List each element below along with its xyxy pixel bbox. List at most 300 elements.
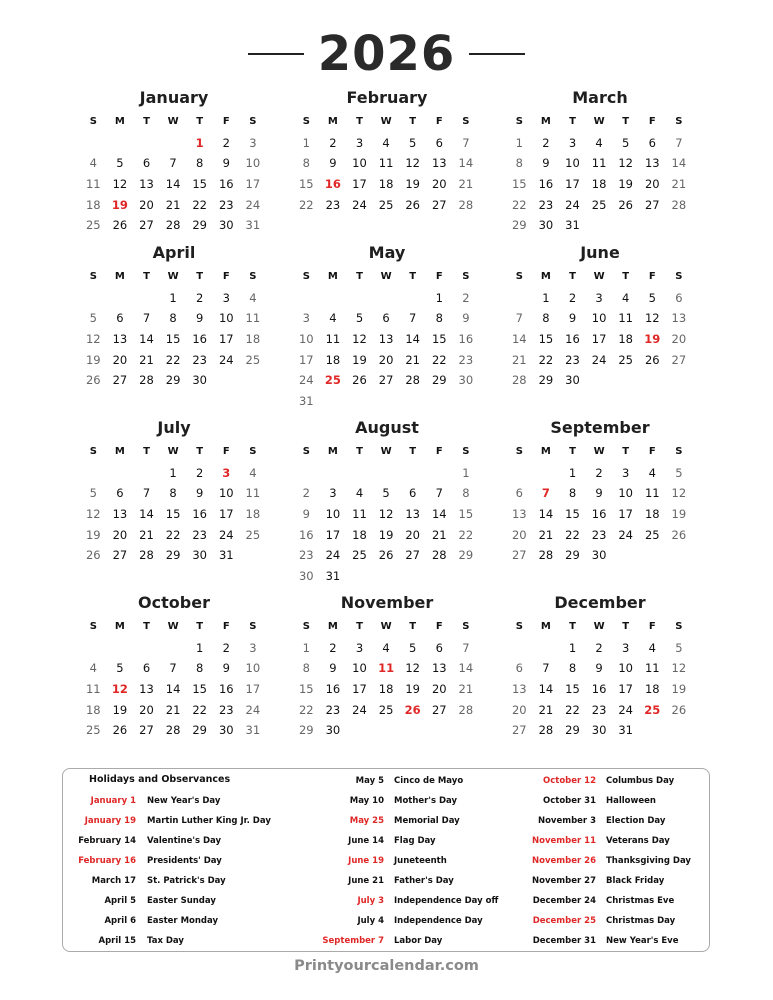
holiday-name: Black Friday xyxy=(606,876,665,886)
empty-cell xyxy=(80,463,107,484)
day-cell: 6 xyxy=(648,135,656,150)
day-cell: 20 xyxy=(644,177,660,192)
day-cell: 5 xyxy=(675,465,683,480)
day-cell: 11 xyxy=(85,177,101,192)
day-cell: 13 xyxy=(112,332,128,347)
day-cell: 9 xyxy=(196,486,204,501)
day-cell: 21 xyxy=(139,352,154,367)
weekday-header: S xyxy=(462,271,470,282)
holiday-date: February 14 xyxy=(78,836,136,846)
empty-cell xyxy=(80,638,107,659)
day-cell: 4 xyxy=(249,465,257,480)
day-cell: 21 xyxy=(405,352,420,367)
day-cell: 4 xyxy=(89,156,97,171)
empty-cell xyxy=(506,638,533,659)
holiday-date: March 17 xyxy=(91,876,136,886)
day-cell: 3 xyxy=(355,640,364,655)
holiday-name: New Year's Eve xyxy=(606,936,679,946)
day-cell: 5 xyxy=(622,135,630,150)
day-cell: 12 xyxy=(405,156,420,171)
empty-cell xyxy=(320,288,347,309)
day-cell: 19 xyxy=(85,527,101,542)
day-cell: 4 xyxy=(355,486,364,501)
weekday-header: F xyxy=(648,116,656,127)
day-cell: 28 xyxy=(458,197,474,212)
day-cell: 9 xyxy=(196,311,204,326)
day-cell: 16 xyxy=(298,527,314,542)
year-title: 2026 xyxy=(317,26,456,82)
weekday-header: M xyxy=(327,621,338,632)
day-cell: 16 xyxy=(458,332,474,347)
empty-cell xyxy=(107,133,134,154)
day-cell: 5 xyxy=(116,661,124,676)
day-cell: 27 xyxy=(139,218,154,233)
day-cell: 28 xyxy=(139,373,154,388)
day-cell: 18 xyxy=(245,507,261,522)
weekday-header: T xyxy=(569,271,576,282)
day-cell: 16 xyxy=(591,507,607,522)
day-cell: 7 xyxy=(435,486,443,501)
holiday-name: Thanksgiving Day xyxy=(606,856,691,866)
day-cell: 4 xyxy=(382,640,390,655)
weekday-header: F xyxy=(648,446,656,457)
weekday-header: T xyxy=(196,271,204,282)
weekday-header: F xyxy=(648,621,656,632)
holidays-panel xyxy=(62,768,710,952)
day-grid xyxy=(80,617,268,741)
weekday-header: S xyxy=(89,446,97,457)
day-cell: 6 xyxy=(409,486,417,501)
day-cell: 11 xyxy=(245,486,261,501)
empty-cell xyxy=(320,463,347,484)
day-cell: 18 xyxy=(352,527,367,542)
day-cell: 3 xyxy=(595,290,603,305)
day-cell: 3 xyxy=(302,311,310,326)
month-august xyxy=(293,416,481,587)
weekday-header: T xyxy=(409,446,417,457)
day-cell: 3 xyxy=(329,486,337,501)
day-cell: 7 xyxy=(542,661,550,676)
day-cell: 16 xyxy=(565,332,580,347)
day-cell: 23 xyxy=(218,702,234,717)
day-cell: 11 xyxy=(591,156,607,171)
weekday-header: T xyxy=(143,116,150,127)
footer-brand: Printyourcalendar.com xyxy=(294,958,479,974)
day-cell: 6 xyxy=(116,486,124,501)
day-cell: 25 xyxy=(245,352,261,367)
day-cell: 25 xyxy=(324,373,341,388)
day-grid xyxy=(506,442,694,566)
holiday-date: May 5 xyxy=(355,776,384,786)
empty-cell xyxy=(107,463,134,484)
day-cell: 7 xyxy=(462,640,470,655)
day-cell: 4 xyxy=(648,465,656,480)
day-cell: 22 xyxy=(511,197,527,212)
day-cell: 1 xyxy=(435,290,443,305)
day-cell: 6 xyxy=(382,311,390,326)
day-cell: 22 xyxy=(431,352,447,367)
day-cell: 13 xyxy=(431,156,447,171)
holiday-date: December 24 xyxy=(532,896,596,906)
day-grid xyxy=(506,267,694,391)
day-cell: 13 xyxy=(139,682,154,697)
weekday-header: T xyxy=(356,446,363,457)
weekday-header: S xyxy=(675,116,683,127)
weekday-header: T xyxy=(356,621,363,632)
weekday-header: T xyxy=(622,116,630,127)
day-cell: 4 xyxy=(89,661,97,676)
weekday-header: S xyxy=(302,271,310,282)
holiday-name: Election Day xyxy=(606,816,666,826)
day-cell: 3 xyxy=(222,465,231,480)
day-cell: 19 xyxy=(405,682,420,697)
month-november xyxy=(293,591,481,741)
day-cell: 18 xyxy=(245,332,261,347)
day-cell: 20 xyxy=(112,352,128,367)
day-cell: 19 xyxy=(85,352,101,367)
day-cell: 19 xyxy=(111,197,128,212)
weekday-header: S xyxy=(462,446,470,457)
day-cell: 21 xyxy=(139,527,154,542)
day-cell: 10 xyxy=(591,311,607,326)
weekday-header: T xyxy=(622,271,630,282)
month-march xyxy=(506,86,694,236)
day-cell: 27 xyxy=(644,197,660,212)
day-cell: 4 xyxy=(249,290,257,305)
day-cell: 24 xyxy=(218,352,234,367)
empty-cell xyxy=(80,288,107,309)
empty-cell xyxy=(293,288,320,309)
holiday-date: July 4 xyxy=(357,916,384,926)
day-cell: 17 xyxy=(218,332,234,347)
weekday-header: M xyxy=(540,446,551,457)
day-cell: 30 xyxy=(591,723,607,738)
day-cell: 17 xyxy=(245,177,261,192)
day-cell: 27 xyxy=(431,197,447,212)
empty-cell xyxy=(346,288,373,309)
holidays-title: Holidays and Observances xyxy=(89,774,231,785)
day-cell: 11 xyxy=(85,682,101,697)
weekday-header: M xyxy=(540,621,551,632)
day-cell: 8 xyxy=(169,486,177,501)
day-cell: 10 xyxy=(618,486,633,501)
holiday-name: St. Patrick's Day xyxy=(147,876,226,886)
holiday-name: Independence Day off xyxy=(394,896,499,906)
day-cell: 2 xyxy=(222,640,230,655)
day-cell: 29 xyxy=(565,548,580,563)
day-cell: 6 xyxy=(142,661,151,676)
day-cell: 18 xyxy=(85,702,101,717)
weekday-header: W xyxy=(593,621,605,632)
empty-cell xyxy=(133,638,160,659)
day-cell: 30 xyxy=(192,548,207,563)
day-cell: 14 xyxy=(405,332,420,347)
day-cell: 20 xyxy=(671,332,687,347)
day-cell: 12 xyxy=(671,661,687,676)
day-cell: 18 xyxy=(644,682,660,697)
day-cell: 10 xyxy=(325,507,341,522)
title-right-rule xyxy=(469,53,525,55)
day-cell: 1 xyxy=(302,640,310,655)
weekday-header: T xyxy=(196,446,204,457)
day-cell: 11 xyxy=(618,311,633,326)
day-cell: 1 xyxy=(302,135,310,150)
holiday-date: November 11 xyxy=(532,836,596,846)
empty-cell xyxy=(506,288,533,309)
day-cell: 5 xyxy=(382,486,390,501)
day-cell: 2 xyxy=(542,135,550,150)
day-cell: 12 xyxy=(671,486,687,501)
day-cell: 6 xyxy=(515,486,523,501)
day-cell: 26 xyxy=(405,197,420,212)
weekday-header: S xyxy=(249,621,257,632)
day-cell: 24 xyxy=(218,527,234,542)
day-cell: 30 xyxy=(325,723,341,738)
empty-cell xyxy=(533,463,560,484)
day-cell: 15 xyxy=(192,177,207,192)
day-cell: 31 xyxy=(245,218,261,233)
holiday-name: Independence Day xyxy=(394,916,483,926)
day-cell: 29 xyxy=(511,218,527,233)
day-cell: 1 xyxy=(196,640,204,655)
day-cell: 28 xyxy=(405,373,420,388)
day-grid xyxy=(506,112,694,236)
day-cell: 9 xyxy=(222,156,230,171)
day-cell: 30 xyxy=(192,373,207,388)
day-cell: 9 xyxy=(568,311,577,326)
month-name: July xyxy=(157,418,191,437)
weekday-header: W xyxy=(380,116,392,127)
day-cell: 19 xyxy=(112,702,128,717)
day-cell: 28 xyxy=(165,723,181,738)
day-cell: 18 xyxy=(618,332,633,347)
weekday-header: W xyxy=(593,116,605,127)
day-cell: 31 xyxy=(565,218,580,233)
day-cell: 8 xyxy=(462,486,470,501)
day-cell: 18 xyxy=(591,177,607,192)
weekday-header: T xyxy=(409,621,417,632)
month-name: August xyxy=(355,418,419,437)
weekday-header: M xyxy=(114,621,125,632)
day-cell: 24 xyxy=(245,197,261,212)
empty-cell xyxy=(399,463,426,484)
day-cell: 12 xyxy=(644,311,660,326)
day-cell: 19 xyxy=(352,352,367,367)
weekday-header: F xyxy=(435,621,443,632)
holiday-name: Cinco de Mayo xyxy=(394,776,464,786)
day-cell: 20 xyxy=(139,197,154,212)
month-may xyxy=(293,241,481,412)
day-cell: 31 xyxy=(325,569,341,584)
day-cell: 31 xyxy=(245,723,261,738)
day-cell: 2 xyxy=(222,135,230,150)
day-cell: 24 xyxy=(352,197,367,212)
day-cell: 13 xyxy=(378,332,394,347)
weekday-header: F xyxy=(435,446,443,457)
day-cell: 16 xyxy=(218,682,234,697)
day-cell: 16 xyxy=(325,682,341,697)
weekday-header: S xyxy=(515,271,523,282)
day-cell: 19 xyxy=(644,332,661,347)
weekday-header: T xyxy=(409,116,417,127)
day-grid xyxy=(80,112,268,236)
holiday-name: Flag Day xyxy=(394,836,436,846)
day-cell: 14 xyxy=(139,332,154,347)
day-cell: 14 xyxy=(511,332,527,347)
day-cell: 17 xyxy=(352,177,367,192)
day-cell: 5 xyxy=(355,311,364,326)
day-cell: 30 xyxy=(538,218,554,233)
weekday-header: M xyxy=(327,116,338,127)
weekday-header: M xyxy=(114,446,125,457)
day-cell: 10 xyxy=(245,661,261,676)
empty-cell xyxy=(533,638,560,659)
day-cell: 1 xyxy=(195,135,204,150)
day-cell: 24 xyxy=(591,352,607,367)
day-cell: 25 xyxy=(352,548,367,563)
day-cell: 12 xyxy=(111,682,128,697)
holiday-name: Martin Luther King Jr. Day xyxy=(147,816,271,826)
day-cell: 8 xyxy=(568,486,577,501)
day-cell: 10 xyxy=(352,156,367,171)
day-cell: 7 xyxy=(462,135,470,150)
holiday-date: November 26 xyxy=(532,856,596,866)
day-cell: 12 xyxy=(85,507,101,522)
day-cell: 15 xyxy=(565,682,580,697)
day-cell: 7 xyxy=(515,311,523,326)
day-cell: 14 xyxy=(139,507,154,522)
day-cell: 27 xyxy=(431,702,447,717)
weekday-header: F xyxy=(222,271,230,282)
weekday-header: S xyxy=(675,446,683,457)
weekday-header: T xyxy=(569,116,576,127)
holiday-date: January 19 xyxy=(84,816,136,826)
weekday-header: W xyxy=(167,621,179,632)
day-cell: 30 xyxy=(591,548,607,563)
day-cell: 2 xyxy=(462,290,470,305)
day-cell: 14 xyxy=(458,156,474,171)
day-cell: 26 xyxy=(112,723,128,738)
weekday-header: W xyxy=(380,271,392,282)
day-grid xyxy=(293,267,481,412)
day-cell: 17 xyxy=(591,332,607,347)
day-cell: 10 xyxy=(298,332,314,347)
day-cell: 16 xyxy=(192,507,207,522)
day-cell: 16 xyxy=(591,682,607,697)
day-cell: 21 xyxy=(458,177,474,192)
holiday-name: Presidents' Day xyxy=(147,856,222,866)
day-cell: 24 xyxy=(352,702,367,717)
day-cell: 16 xyxy=(192,332,207,347)
holiday-date: June 19 xyxy=(348,856,384,866)
weekday-header: W xyxy=(167,271,179,282)
day-cell: 16 xyxy=(218,177,234,192)
weekday-header: T xyxy=(143,621,150,632)
day-cell: 10 xyxy=(565,156,580,171)
day-cell: 3 xyxy=(222,290,230,305)
empty-cell xyxy=(160,638,187,659)
weekday-header: S xyxy=(515,116,523,127)
holiday-date: October 31 xyxy=(543,796,596,806)
day-cell: 17 xyxy=(565,177,580,192)
day-cell: 7 xyxy=(409,311,417,326)
day-cell: 6 xyxy=(116,311,124,326)
day-cell: 30 xyxy=(458,373,474,388)
month-name: April xyxy=(152,243,196,262)
day-cell: 11 xyxy=(325,332,341,347)
day-grid xyxy=(506,617,694,741)
day-cell: 10 xyxy=(218,486,234,501)
day-cell: 11 xyxy=(644,661,660,676)
day-cell: 6 xyxy=(675,290,683,305)
month-september xyxy=(506,416,694,566)
day-cell: 14 xyxy=(165,177,181,192)
day-cell: 26 xyxy=(404,702,421,717)
day-cell: 15 xyxy=(298,177,314,192)
day-cell: 25 xyxy=(245,527,261,542)
weekday-header: S xyxy=(675,271,683,282)
holiday-name: Mother's Day xyxy=(394,796,458,806)
empty-cell xyxy=(426,463,453,484)
day-cell: 5 xyxy=(648,290,656,305)
day-cell: 9 xyxy=(222,661,230,676)
day-cell: 23 xyxy=(538,197,554,212)
weekday-header: S xyxy=(89,621,97,632)
month-february xyxy=(293,86,481,215)
day-cell: 9 xyxy=(595,486,603,501)
day-cell: 4 xyxy=(595,135,603,150)
day-cell: 26 xyxy=(85,373,101,388)
empty-cell xyxy=(399,288,426,309)
day-cell: 11 xyxy=(644,486,660,501)
day-cell: 8 xyxy=(568,661,577,676)
holiday-date: February 16 xyxy=(78,856,136,866)
day-cell: 13 xyxy=(431,661,447,676)
weekday-header: M xyxy=(114,116,125,127)
month-name: October xyxy=(138,593,210,612)
day-cell: 22 xyxy=(192,702,207,717)
weekday-header: W xyxy=(167,446,179,457)
day-cell: 20 xyxy=(112,527,128,542)
empty-cell xyxy=(133,463,160,484)
day-cell: 10 xyxy=(218,311,234,326)
holiday-name: Juneteenth xyxy=(394,856,447,866)
day-cell: 1 xyxy=(169,465,177,480)
holiday-name: Columbus Day xyxy=(606,776,675,786)
day-cell: 3 xyxy=(355,135,364,150)
day-cell: 11 xyxy=(378,156,394,171)
day-cell: 28 xyxy=(165,218,181,233)
day-cell: 25 xyxy=(378,702,394,717)
empty-cell xyxy=(80,133,107,154)
day-cell: 7 xyxy=(142,311,151,326)
day-cell: 25 xyxy=(85,218,101,233)
day-cell: 25 xyxy=(618,352,633,367)
day-cell: 4 xyxy=(622,290,630,305)
day-cell: 14 xyxy=(538,507,554,522)
day-cell: 15 xyxy=(431,332,447,347)
day-cell: 7 xyxy=(169,156,177,171)
month-name: November xyxy=(340,593,434,612)
weekday-header: M xyxy=(540,116,551,127)
day-cell: 5 xyxy=(409,135,417,150)
weekday-header: T xyxy=(356,271,363,282)
day-cell: 29 xyxy=(431,373,447,388)
day-cell: 23 xyxy=(591,527,607,542)
day-cell: 23 xyxy=(298,548,314,563)
day-cell: 13 xyxy=(139,177,154,192)
day-cell: 1 xyxy=(568,640,577,655)
